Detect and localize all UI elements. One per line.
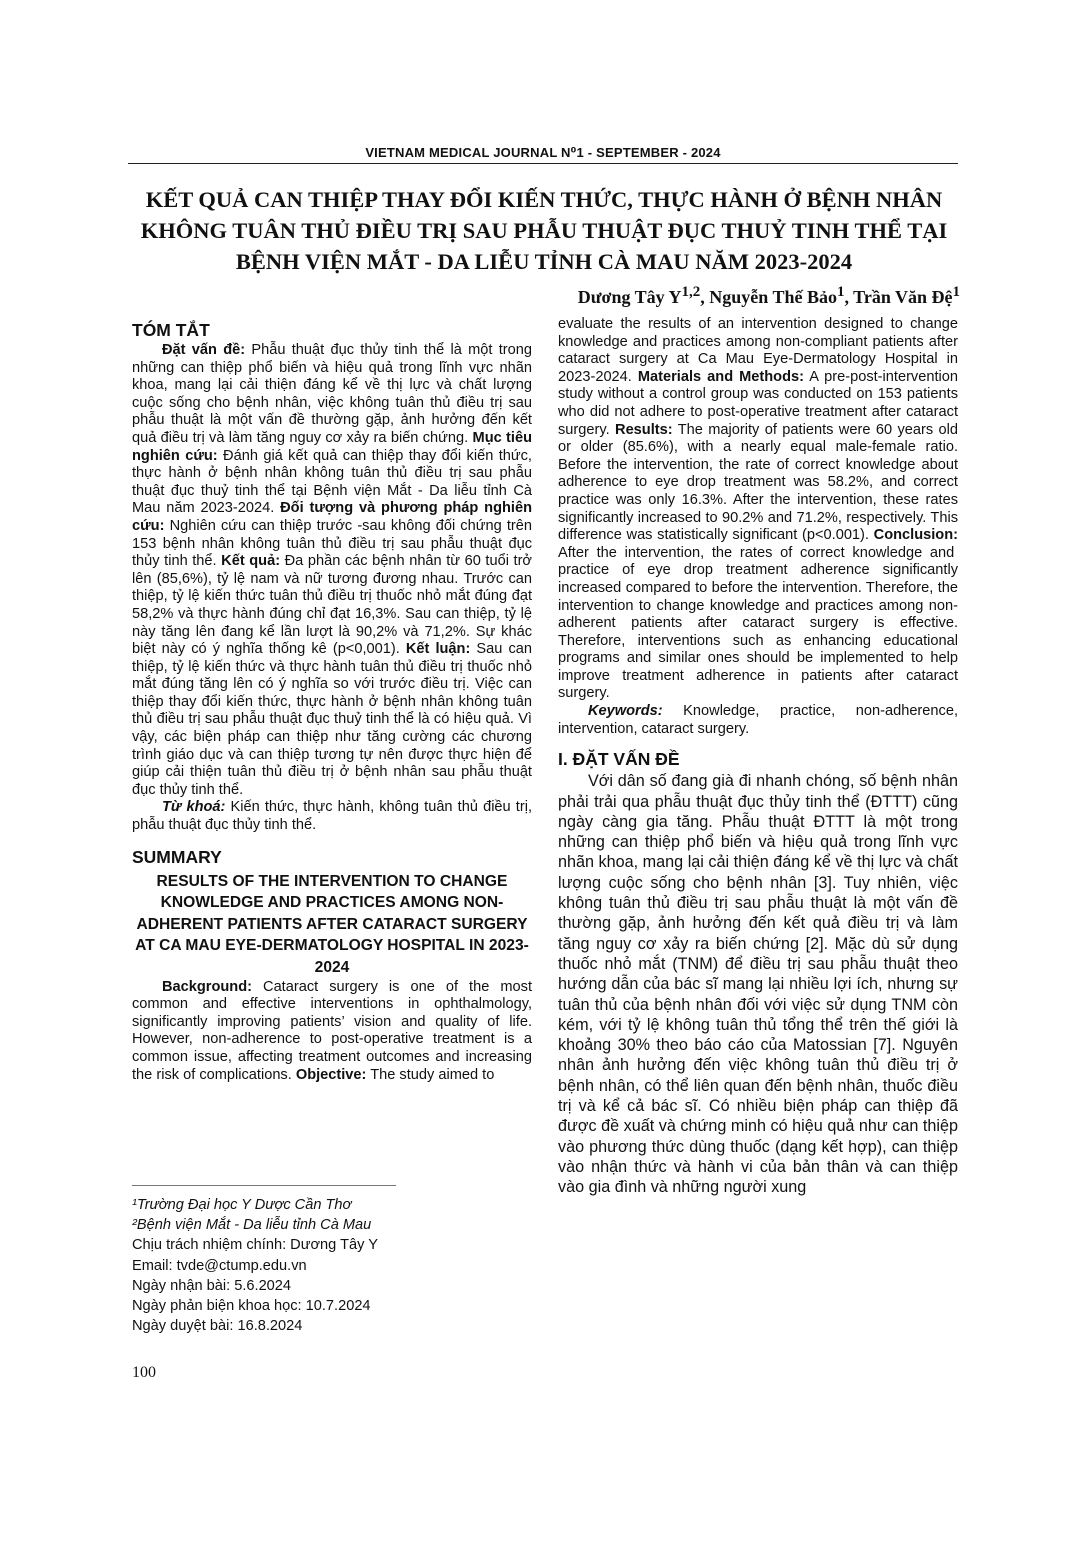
page-number: 100 [132, 1364, 156, 1381]
vn-keywords: Từ khoá: Kiến thức, thực hành, không tuân thủ điều trị, phẫu thuật đục thủy tinh thể. [132, 799, 533, 834]
accepted-date: Ngày duyệt bài: 16.8.2024 [132, 1318, 303, 1335]
summary-paragraph-start: Background: Cataract surgery is one of the most common and effective interventions in ophthalmology, significantly improving patients’ vision and quality of life. However, non-adherence to post-operative treatment is a common issue, affecting treatment outcomes and increasing the risk of complications. Objective: The study aimed to [132, 978, 532, 1083]
author: Dương Tây Y$^{1,2}$, [577, 284, 710, 307]
received-date: Ngày nhận bài: 5.6.2024 [132, 1277, 292, 1294]
en-keywords: Keywords: Knowledge, practice, non-adherence, intervention, cataract surgery. [558, 703, 958, 737]
left-column [132, 318, 532, 1084]
affiliation-2: ²Bệnh viện Mắt - Da liễu tỉnh Cà Mau [132, 1217, 372, 1234]
running-header: VIETNAM MEDICAL JOURNAL N⁰1 - SEPTEMBER - 2024 [365, 145, 721, 160]
footnote-rule [132, 1185, 396, 1186]
summary-title: RESULTS OF THE INTERVENTION TO CHANGE KNOWLEDGE AND PRACTICES AMONG NON-ADHERENT PATIENTS AFTER CATARACT SURGERY AT CA MAU EYE-DERMATOLOGY HOSPITAL IN 2023-2024 [135, 872, 529, 976]
tom-tat-paragraph: Đặt vấn đề: Phẫu thuật đục thủy tinh thể là một trong những can thiệp phổ biến và hiệu quả trong lĩnh vực nhãn khoa, mang lại cải thiện đáng kể về thị lực và chất lượng cuộc sống cho bệnh nhân, việc không tuân thủ điều trị sau phẫu thuật là một vấn đề thường gặp, ảnh hưởng đến kết quả điều trị và làm tăng nguy cơ xảy ra biến chứng. Mục tiêu nghiên cứu: Đánh giá kết quả can thiệp thay đổi kiến thức, thực hành ở bệnh nhân không tuân thủ điều trị sau phẫu thuật đục thuỷ tinh thể tại Bệnh viện Mắt - Da liễu tỉnh Cà Mau năm 2023-2024. Đối tượng và phương pháp nghiên cứu: Nghiên cứu can thiệp trước -sau không đối chứng trên 153 bệnh nhân không tuân thủ điều trị sau phẫu thuật đục thủy tinh thể. Kết quả: Đa phần các bệnh nhân từ 60 tuổi trở lên (85,6%), tỷ lệ nam và nữ tương đương nhau. Trước can thiệp, tỷ lệ kiến thức tuân thủ điều trị thuốc nhỏ mắt đúng đạt 58,2% và thực hành đúng chỉ đạt 16,3%. Sau can thiệp, tỷ lệ này tăng lên đang kể lần lượt là 90,2% và 71,2%. Sự khác biệt này có ý nghĩa thống kê (p<0,001). Kết luận: Sau can thiệp, tỷ lệ kiến thức và thực hành tuân thủ điều trị thuốc nhỏ mắt đúng tăng lên có ý nghĩa so với trước điều trị. Việc can thiệp thay đổi kiến thức, thực hành ở bệnh nhân không tuân thủ điều trị sau phẫu thuật đục thuỷ tinh thể là có hiệu quả. Vì vậy, các biện pháp can thiệp như tăng cường các chương trình giáo dục và can thiệp tương tự nên được thực hiện để giúp cải thiện tuân thủ điều trị ở bệnh nhân sau phẫu thuật đục thủy tinh thể. [132, 342, 533, 798]
responsible-author: Chịu trách nhiệm chính: Dương Tây Y [132, 1237, 378, 1254]
author-list [578, 284, 960, 308]
section1-text: Với dân số đang già đi nhanh chóng, số bệnh nhân phải trải qua phẫu thuật đục thủy tinh thể (ĐTTT) cũng ngày càng gia tăng. Phẫu thuật ĐTTT là một trong những can thiệp phổ biến và hiệu quả trong lĩnh vực nhãn khoa, mang lại cải thiện đáng kể về thị lực và chất lượng cuộc sống cho bệnh nhân [3]. Tuy nhiên, việc không tuân thủ điều trị sau phẫu thuật là một vấn đề thường gặp, ảnh hưởng đến kết quả điều trị và làm tăng nguy cơ xảy ra biến chứng [2]. Mặc dù sử dụng thuốc nhỏ mắt (TNM) để điều trị sau phẫu thuật theo hướng dẫn của bác sĩ mang lại nhiều lợi ích, nhưng sự tuân thủ của bệnh nhân đối với việc sử dụng TNM còn kém, với tỷ lệ không tuân thủ tổng thể trên thế giới là khoảng 30% theo báo cáo của Matossian [7]. Nguyên nhân ảnh hưởng đến việc không tuân thủ điều trị ở bệnh nhân, có thể liên quan đến bệnh nhân, thuốc điều trị và kể cả bác sĩ. Có nhiều biện pháp can thiệp đã được đề xuất và chứng minh có hiệu quả như can thiệp vào phương thức dùng thuốc (dạng kết hợp), can thiệp vào nhận thức và hành vi của bản thân và can thiệp vào gia đình và những người xung [558, 772, 958, 1197]
section1-heading: I. ĐẶT VẤN ĐỀ [558, 749, 680, 770]
summary-heading: SUMMARY [132, 846, 222, 867]
reviewed-date: Ngày phản biện khoa học: 10.7.2024 [132, 1298, 371, 1315]
author: Nguyễn Thế Bảo$^1$, [709, 284, 854, 307]
author: Trần Văn Đệ$^1$ [853, 284, 960, 307]
tom-tat-heading: TÓM TẮT [132, 320, 210, 340]
contact-email: Email: tvde@ctump.edu.vn [132, 1257, 307, 1274]
header-rule [128, 163, 958, 164]
affiliation-1: ¹Trường Đại học Y Dược Cần Thơ [132, 1197, 352, 1213]
right-column [558, 316, 958, 1197]
article-title: KẾT QUẢ CAN THIỆP THAY ĐỔI KIẾN THỨC, THỰC HÀNH Ở BỆNH NHÂN KHÔNG TUÂN THỦ ĐIỀU TRỊ SAU PHẪU THUẬT ĐỤC THUỶ TINH THỂ TẠI BỆNH VIỆN MẮT - DA LIỄU TỈNH CÀ MAU NĂM 2023-2024 [140, 187, 948, 274]
summary-paragraph-continued: evaluate the results of an intervention designed to change knowledge and practices among non-compliant patients after cataract surgery at Ca Mau Eye-Dermatology Hospital in 2023-2024. Materials and Methods: A pre-post-intervention study without a control group was conducted on 153 patients who did not adhere to post-operative treatment after cataract surgery. Results: The majority of patients were 60 years old or older (85.6%), with a nearly equal male-female ratio. Before the intervention, the rate of correct knowledge about adherence to eye drop treatment was 58.2%, and correct practice was only 16.3%. After the intervention, these rates significantly increased to 90.2% and 71.2%, respectively. This difference was statistically significant (p<0.001). Conclusion: After the intervention, the rates of correct knowledge and practice of eye drop treatment adherence significantly increased compared to before the intervention. Therefore, the intervention to change knowledge and practices among non-adherent patients after cataract surgery is effective. Therefore, interventions such as enhancing educational programs and similar ones should be implemented to help improve treatment adherence in patients after cataract surgery. [558, 316, 958, 702]
footnotes [132, 1195, 532, 1336]
